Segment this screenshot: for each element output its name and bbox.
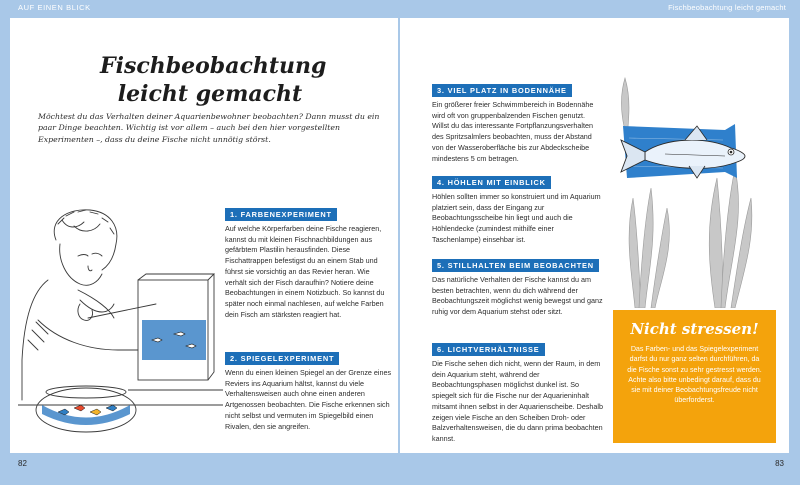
callout-body: Das Farben- und das Spiegelexperiment darfst du nur ganz selten durchführen, da die Fische sonst zu sehr gestresst werden. Achte also bitte unbedingt darauf, dass du sie mit deiner Beobachtungsfreude nicht überforderst.: [627, 345, 762, 405]
section-hoehlen: [432, 172, 604, 246]
section-heading: 6. LICHTVERHÄLTNISSE: [432, 343, 545, 356]
section-heading: 5. STILLHALTEN BEIM BEOBACHTEN: [432, 259, 599, 272]
section-body: Das natürliche Verhalten der Fische kannst du am besten betrachten, wenn du dich während der Beobachtungszeit möglichst wenig bewegst und ganz ruhig vor dem Aquarium stehst oder sitzt.: [432, 275, 603, 317]
page-number-left: 82: [18, 459, 27, 468]
page-title-line-2: leicht gemacht: [117, 81, 303, 107]
section-body: Auf welche Körperfarben deine Fische reagieren, kannst du mit kleinen Fischnachbildungen aus gefärbtem Plastilin herausfinden. Diese Fischattrappen befestigst du an einem Stab und führst sie vorsichtig an das Revier heran. Wie verhält sich der Fisch daraufhin? Notiere deine Beobachtungen in einem Notizbuch. So kannst du später noch einmal nachlesen, auf welche Farben dein Fisch am stärksten reagiert hat.: [225, 224, 385, 319]
section-farbenexperiment: [225, 204, 393, 320]
section-body: Höhlen sollten immer so konstruiert und im Aquarium platziert sein, dass der Eingang zur Beobachtungsscheibe hin liegt und auch die Höhlendecke (zumindest mithilfe einer Taschenlampe) einsehbar ist.: [432, 192, 601, 244]
fish-plants-illustration: [605, 68, 785, 308]
section-stillhalten: [432, 255, 604, 318]
page-title: [100, 52, 327, 108]
page-title-line-1: Fischbeobachtung: [100, 53, 327, 79]
section-heading: 1. FARBENEXPERIMENT: [225, 208, 337, 221]
callout-title: Nicht stressen!: [630, 320, 759, 338]
section-lichtverhaeltnisse: [432, 339, 604, 445]
running-header-left: AUF EINEN BLICK: [18, 3, 91, 12]
callout-box: [613, 310, 776, 443]
section-body: Ein größerer freier Schwimmbereich in Bodennähe wird oft von gruppenbalzenden Fischen genutzt. Willst du das interessante Fortpflanzungsverhalten des Spritzsalmlers beobachten, muss der Abstand von der Wasseroberfläche bis zur Abdeckscheibe mindestens 5 cm betragen.: [432, 100, 594, 163]
section-viel-platz: [432, 80, 604, 164]
section-heading: 2. SPIEGELEXPERIMENT: [225, 352, 339, 365]
intro-text: Möchtest du das Verhalten deiner Aquarienbewohner beobachten? Dann musst du ein paar Dinge beachten. Wichtig ist vor allem – auch bei den hier vorgestellten Experimenten –, dass du deine Fische nicht unnötig störst.: [38, 112, 380, 144]
section-heading: 4. HÖHLEN MIT EINBLICK: [432, 176, 551, 189]
boy-aquarium-illustration: [18, 200, 223, 445]
running-header-right: Fischbeobachtung leicht gemacht: [668, 3, 786, 12]
section-heading: 3. VIEL PLATZ IN BODENNÄHE: [432, 84, 572, 97]
page-number-right: 83: [775, 459, 784, 468]
section-body: Wenn du einen kleinen Spiegel an der Grenze eines Reviers ins Aquarium hältst, kannst du viele Verhaltensweisen auch ohne einen anderen Artgenossen beobachten. Die Fische erkennen sich nicht selbst und vermuten im Spiegelbild einen Rivalen, den sie angreifen.: [225, 368, 392, 431]
section-spiegelexperiment: [225, 348, 393, 432]
section-body: Die Fische sehen dich nicht, wenn der Raum, in dem dein Aquarium steht, während der Beobachtungsphasen möglichst dunkel ist. So spiegelt sich für die Fische nur der Aquarieninhalt mitsamt ihnen selbst in der Aquarienscheibe. Deshalb zeigen viele Fische an den Scheiben Droh- oder Balzverhaltensweisen, die du dann prima beobachten kannst.: [432, 359, 603, 443]
